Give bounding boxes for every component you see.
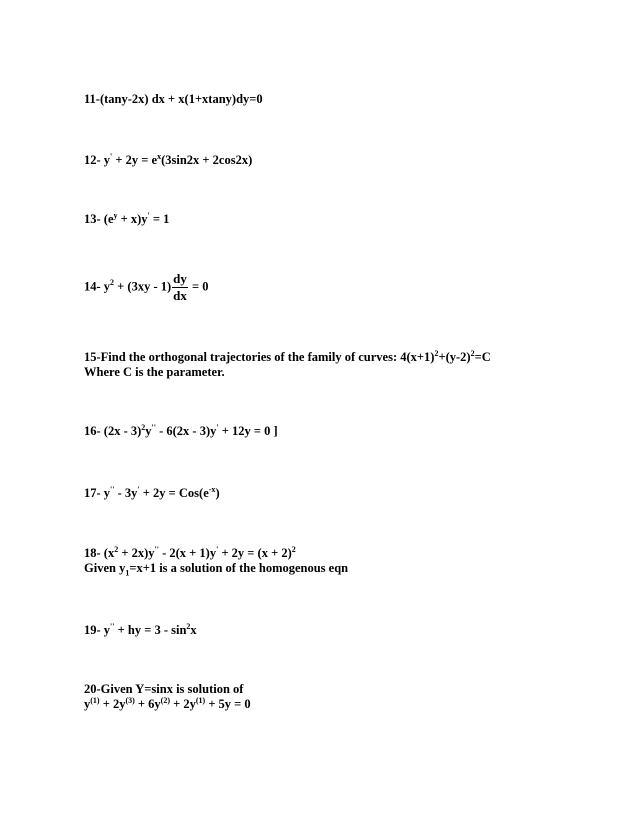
- p16-part: + 12y = 0 ]: [218, 424, 278, 438]
- p16-prime: '': [151, 422, 156, 432]
- p19-exponent: 2: [186, 621, 191, 631]
- p15-part: 15-Find the orthogonal trajectories of the family of curves: 4(x+1): [84, 350, 435, 364]
- p12-part: 12- y: [84, 153, 111, 167]
- p20-order: (2): [160, 695, 170, 705]
- p19-part: + hy = 3 - sin: [114, 623, 187, 637]
- p19-part: x: [190, 623, 197, 637]
- p15-part: =C: [474, 350, 491, 364]
- p20-line-2: [84, 697, 251, 712]
- problem-18: [84, 546, 348, 576]
- p18-part: + 2y = (x + 2): [218, 546, 292, 560]
- p17-prime: ': [137, 484, 140, 494]
- problem-16: [84, 424, 278, 439]
- p17-part: + 2y = Cos(e: [139, 486, 209, 500]
- p13-part: = 1: [149, 212, 170, 226]
- p20-order: (3): [125, 695, 135, 705]
- p15-part: +(y-2): [438, 350, 471, 364]
- p20-line-1: 20-Given Y=sinx is solution of: [84, 682, 244, 696]
- p15-exponent: 2: [434, 348, 439, 358]
- problem-12: [84, 153, 252, 168]
- problem-11: [84, 92, 263, 107]
- p15-line-1: [84, 350, 491, 365]
- p14-exponent: 2: [110, 278, 115, 288]
- problem-11-text: 11-(tany-2x) dx + x(1+xtany)dy=0: [84, 92, 263, 106]
- p18-prime: ': [216, 544, 219, 554]
- p17-part: - 3y: [114, 486, 138, 500]
- p18-part: 18- (x: [84, 546, 115, 560]
- p18-exponent: 2: [114, 544, 119, 554]
- p16-prime: ': [216, 422, 219, 432]
- p13-part: 13- (e: [84, 212, 114, 226]
- p18-part: - 2(x + 1)y: [158, 546, 217, 560]
- problem-17: [84, 486, 220, 501]
- p20-order: (1): [90, 695, 100, 705]
- p15-line-2: Where C is the parameter.: [84, 365, 225, 379]
- p14-part: = 0: [188, 279, 209, 294]
- p20-order: (1): [195, 695, 206, 705]
- p12-exponent: x: [157, 151, 162, 161]
- p16-exponent: 2: [141, 422, 146, 432]
- p13-part: + x)y: [117, 212, 148, 226]
- p14-part: 14- y: [84, 279, 111, 294]
- p13-prime: ': [147, 210, 150, 220]
- p18-part: + 2x)y: [118, 546, 155, 560]
- p16-part: - 6(2x - 3)y: [155, 424, 217, 438]
- p12-prime: ': [110, 151, 113, 161]
- p15-exponent: 2: [470, 348, 475, 358]
- problem-13: [84, 212, 169, 227]
- p14-part: + (3xy - 1): [114, 279, 172, 294]
- p18-prime: '': [154, 544, 159, 554]
- problem-20: [84, 682, 251, 712]
- p18-part: Given y: [84, 561, 126, 575]
- p20-part: y: [84, 697, 91, 711]
- p14-numerator: dy: [173, 271, 187, 286]
- p18-subscript: 1: [125, 568, 130, 578]
- p18-exponent: 2: [291, 544, 296, 554]
- p18-line-2: [84, 561, 348, 576]
- p14-denominator: dx: [173, 288, 187, 303]
- p20-part: + 6y: [134, 697, 161, 711]
- p19-prime: '': [110, 621, 115, 631]
- p17-part: ): [215, 486, 220, 500]
- p16-part: 16- (2x - 3): [84, 424, 142, 438]
- p17-part: 17- y: [84, 486, 111, 500]
- p20-part: + 2y: [99, 697, 126, 711]
- problem-15: [84, 350, 491, 380]
- p20-part: + 5y = 0: [205, 697, 251, 711]
- p17-exponent: -x: [208, 484, 216, 494]
- p12-part: (3sin2x + 2cos2x): [161, 153, 253, 167]
- p16-part: y: [145, 424, 152, 438]
- p18-line-1: [84, 546, 348, 561]
- problem-14: [84, 271, 209, 304]
- p19-part: 19- y: [84, 623, 111, 637]
- p14-fraction: [172, 271, 188, 304]
- problem-19: [84, 623, 197, 638]
- p20-part: + 2y: [169, 697, 196, 711]
- p18-part: =x+1 is a solution of the homogenous eqn: [129, 561, 349, 575]
- p17-prime: '': [110, 484, 115, 494]
- p13-exponent: y: [113, 210, 118, 220]
- p12-part: + 2y = e: [112, 153, 158, 167]
